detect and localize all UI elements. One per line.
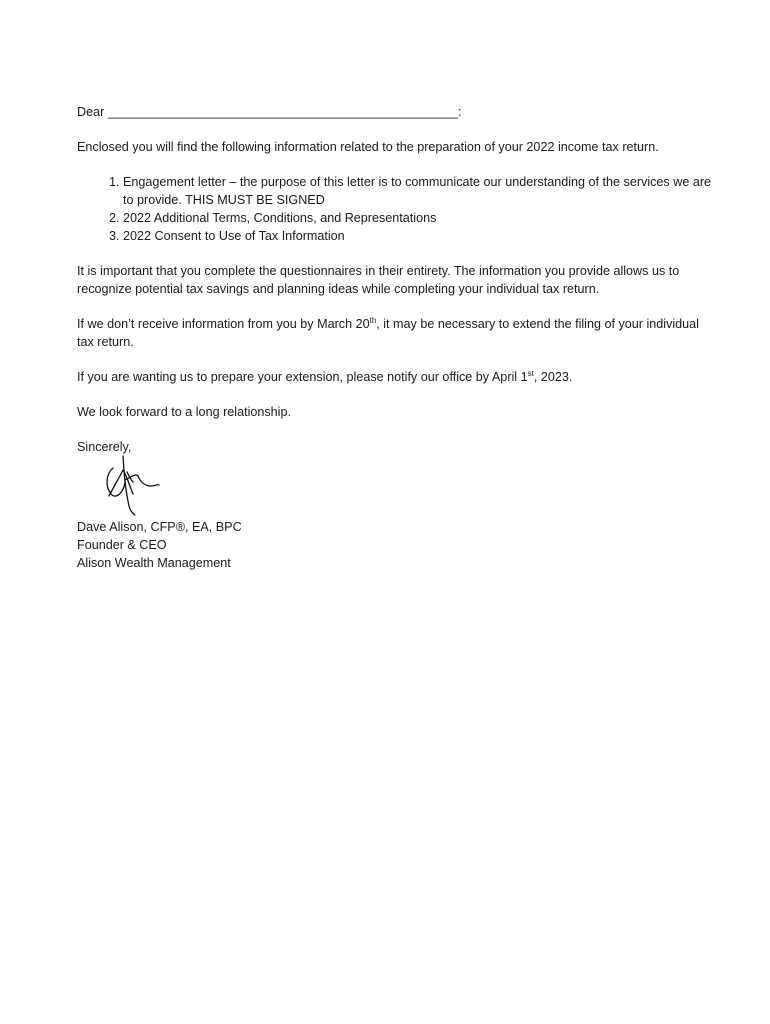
- extension-text-rest: , 2023.: [533, 370, 573, 384]
- salutation-prefix: Dear: [77, 105, 108, 119]
- list-item: 2. 2022 Additional Terms, Conditions, and Representations: [123, 209, 717, 227]
- salutation: [77, 103, 717, 121]
- intro-paragraph: Enclosed you will find the following information related to the preparation of your 2022 income tax return.: [77, 140, 659, 154]
- salutation-blank-line: __________________________________________________:: [107, 105, 462, 119]
- extension-ordinal: st: [527, 369, 534, 378]
- deadline-text: If we don’t receive information from you by March 20: [77, 317, 370, 331]
- deadline-ordinal: th: [369, 316, 377, 325]
- handwritten-signature-icon: [99, 452, 189, 518]
- deadline-text-rest: , it may be necessary to extend the filing of your individual tax return.: [77, 317, 699, 349]
- extension-text: If you are wanting us to prepare your extension, please notify our office by April 1: [77, 370, 528, 384]
- list-item: 1. Engagement letter – the purpose of this letter is to communicate our understanding of the services we are to provide. THIS MUST BE SIGNED: [123, 173, 717, 209]
- deadline-paragraph: [77, 315, 717, 351]
- extension-paragraph: [77, 368, 717, 386]
- signer-block: [77, 518, 717, 572]
- importance-paragraph: It is important that you complete the questionnaires in their entirety. The information you provide allows us to recognize potential tax savings and planning ideas while completing your individual tax return.: [77, 264, 680, 296]
- signer-title: Founder & CEO: [77, 538, 167, 552]
- closing-remark: We look forward to a long relationship.: [77, 405, 291, 419]
- enclosure-list: [77, 173, 717, 245]
- list-item: 3. 2022 Consent to Use of Tax Information: [123, 227, 717, 245]
- signer-name: Dave Alison, CFP®, EA, BPC: [77, 520, 242, 534]
- valediction: Sincerely,: [77, 440, 132, 454]
- signer-company: Alison Wealth Management: [77, 556, 231, 570]
- letter-body: [77, 103, 717, 572]
